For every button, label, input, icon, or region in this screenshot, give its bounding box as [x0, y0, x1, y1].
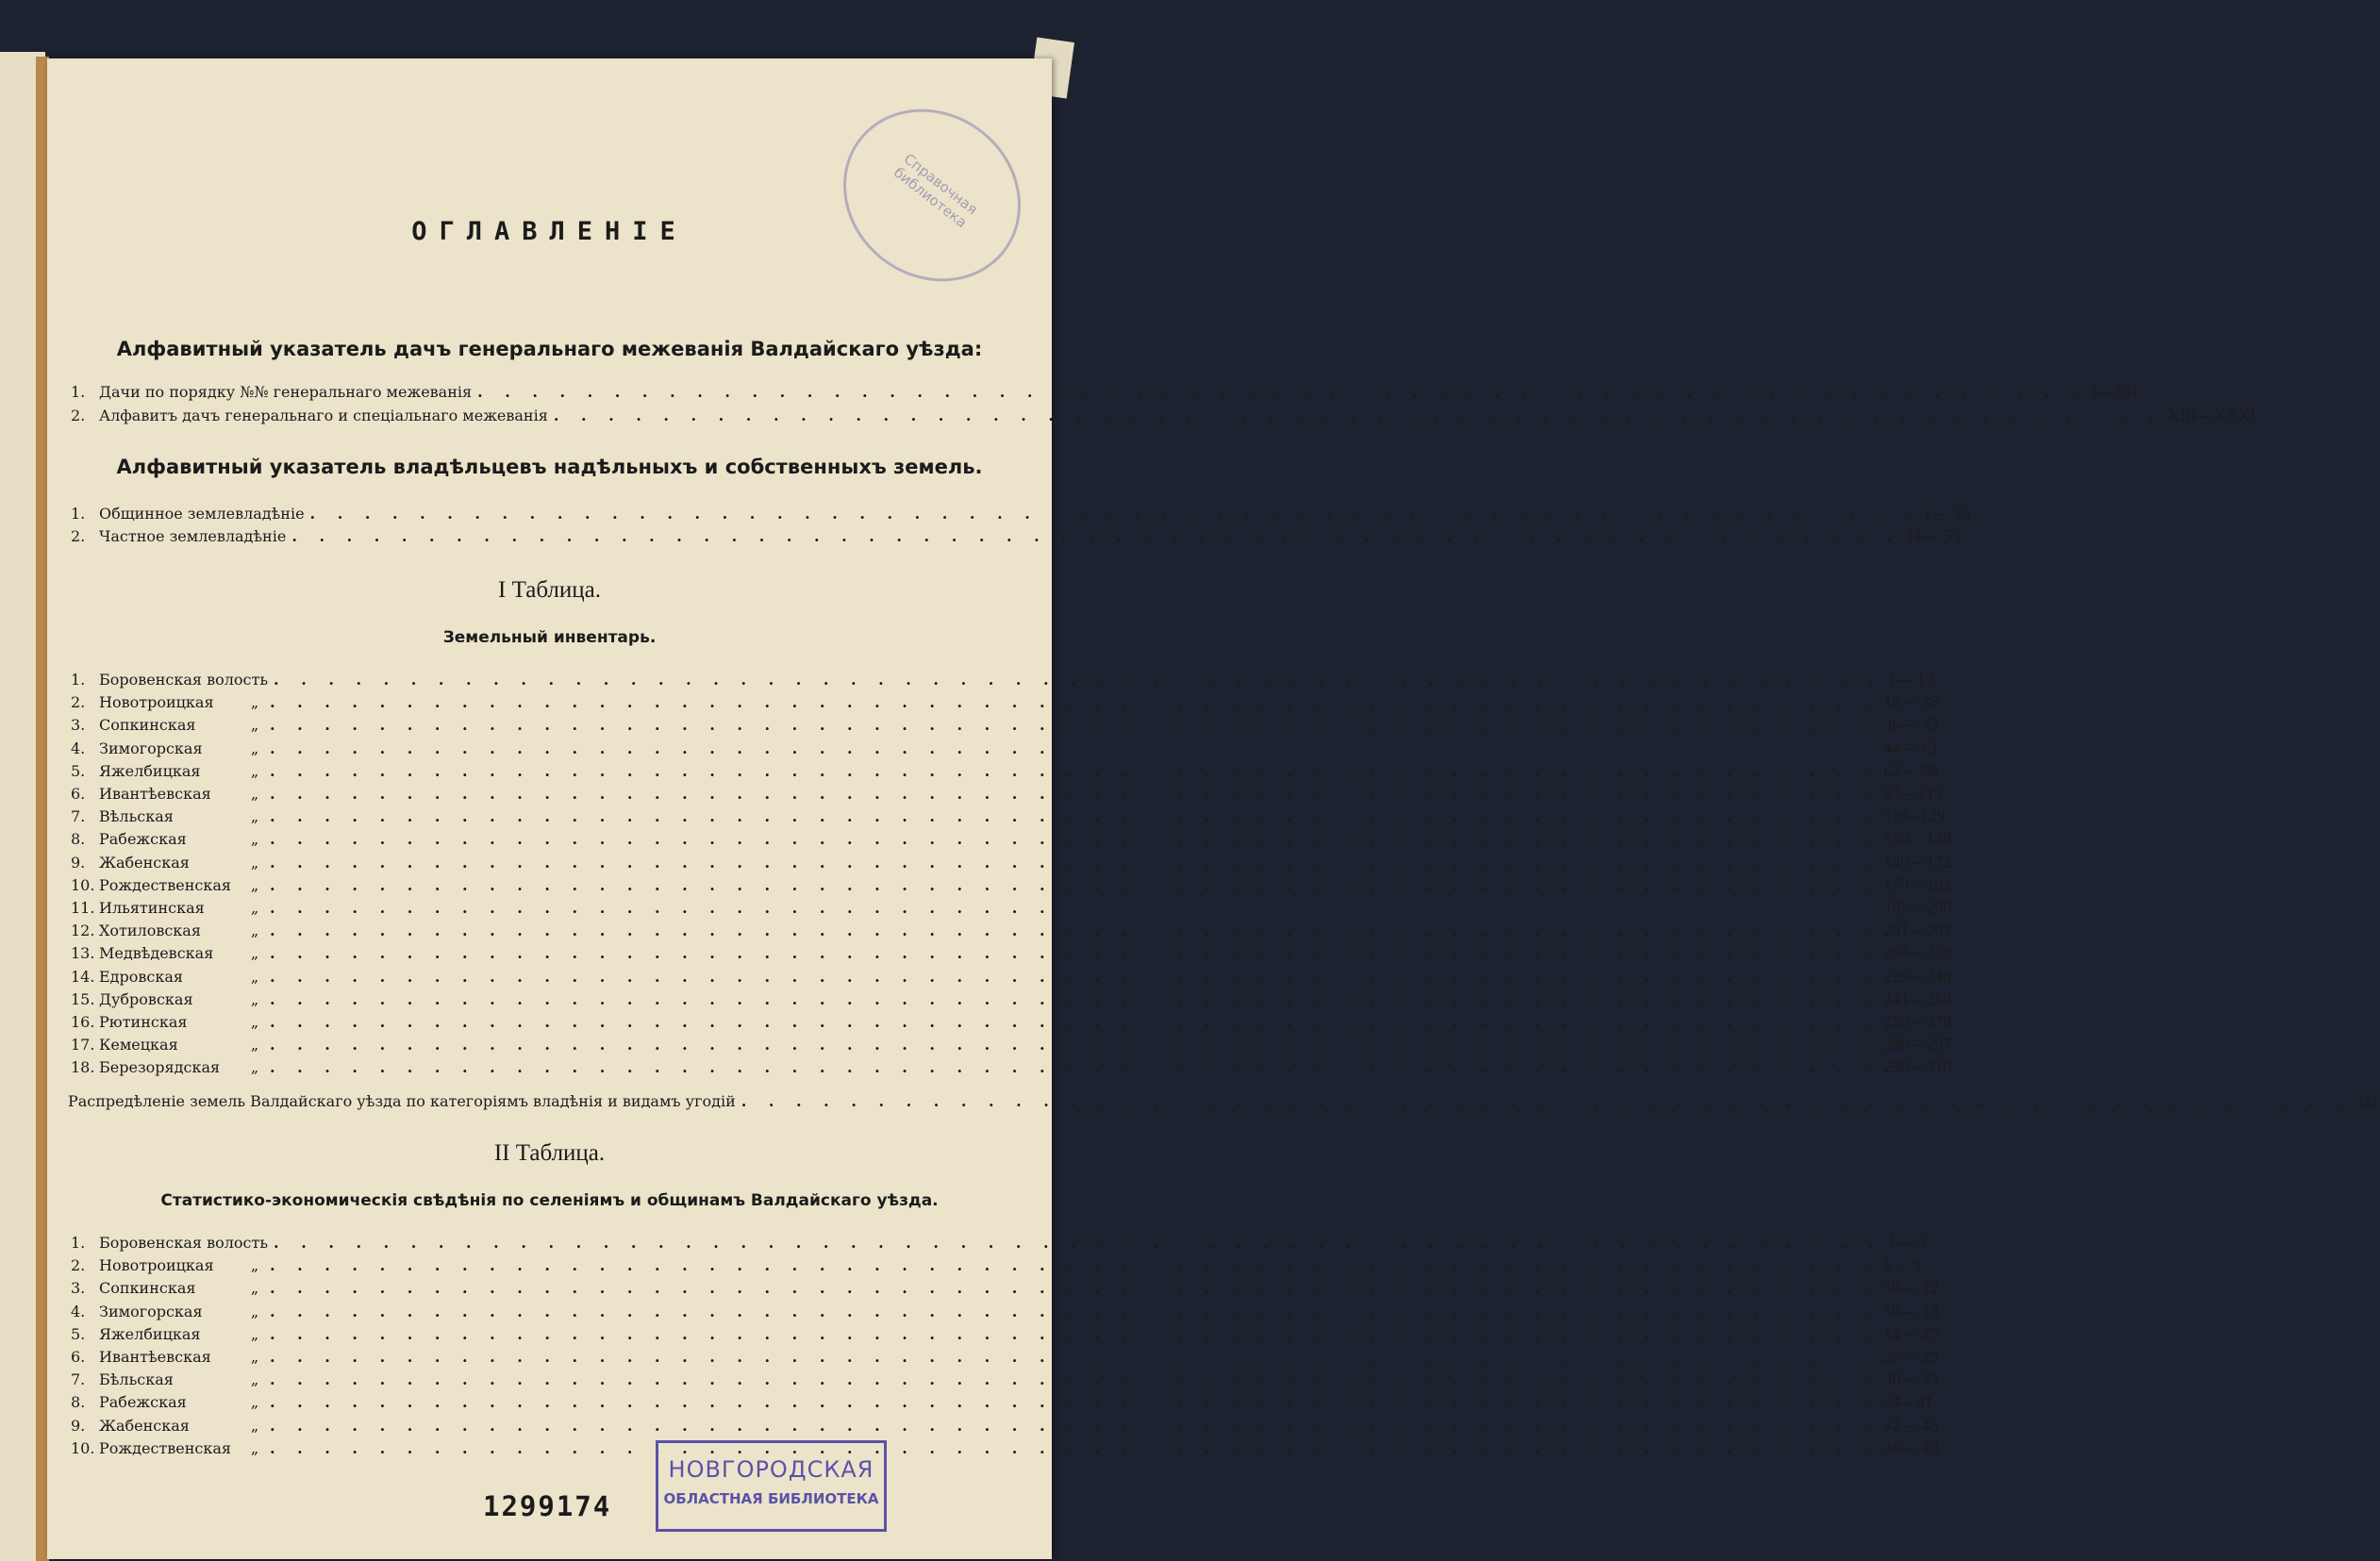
ditto-mark: „	[250, 761, 259, 780]
ditto-mark: „	[250, 1036, 259, 1055]
item-label: Ильятинская	[99, 899, 205, 917]
item-pages: 97—115	[1883, 784, 1943, 803]
toc-row	[71, 1010, 1952, 1033]
toc-row	[71, 873, 1952, 896]
item-number: 8.	[71, 830, 86, 849]
item-number: 8.	[71, 1393, 86, 1412]
item-pages: 14— 53	[1906, 526, 1961, 545]
leader-dots: . . . . . . . . . . . . . . . . . . . . . . . . . . . . . . . . . . . . . . . . . . . . . . . . . . . . . . . . . . .	[270, 1256, 1878, 1275]
leader-dots: . . . . . . . . . . . . . . . . . . . . . . . . . . . . . . . . . . . . . . . . . . . . . . . . . . . . . . . . . . .	[291, 527, 1901, 545]
section2-item	[71, 502, 1971, 524]
leader-dots: . . . . . . . . . . . . . . . . . . . . . . . . . . . . . . . . . . . . . . . . . . . . . . . . . . . . . . . . . . .	[270, 899, 1878, 917]
leader-dots: . . . . . . . . . . . . . . . . . . . . . . . . . . . . . . . . . . . . . . . . . . . . . . . . . . . . . . . . . . .	[270, 1279, 1878, 1298]
leader-dots: . . . . . . . . . . . . . . . . . . . . . . . . . . . . . . . . . . . . . . . . . . . . . . . . . . . . . . . . . . .	[270, 785, 1878, 803]
item-label: Яжелбицкая	[99, 761, 201, 780]
ditto-mark: „	[250, 1279, 259, 1298]
item-number: 7.	[71, 1370, 86, 1389]
item-number: 2.	[71, 527, 86, 545]
leader-dots: . . . . . . . . . . . . . . . . . . . . . . . . . . . . . . . . . . . . . . . . . . . . . . . . . . . . . . . . . . .	[270, 1324, 1878, 1343]
toc-row	[71, 1390, 1934, 1413]
ditto-mark: „	[250, 1348, 259, 1366]
leader-dots: . . . . . . . . . . . . . . . . . . . . . . . . . . . . . . . . . . . . . . . . . . . . . . . . . . . . . . . . . . .	[270, 944, 1878, 963]
toc-row	[71, 1368, 1939, 1390]
item-label: Яжелбицкая	[99, 1324, 201, 1343]
item-number: 18.	[71, 1058, 95, 1077]
item-pages: 36— 43	[1883, 715, 1939, 735]
item-label: Дачи по порядку №№ генеральнаго межеванія	[99, 383, 473, 401]
ditto-mark: „	[250, 1013, 259, 1031]
toc-row	[71, 1322, 1939, 1345]
leader-dots: . . . . . . . . . . . . . . . . . . . . . . . . . . . . . . . . . . . . . . . . . . . . . . . . . . . . . . . . . . .	[270, 1036, 1878, 1055]
leader-dots: . . . . . . . . . . . . . . . . . . . . . . . . . . . . . . . . . . . . . . . . . . . . . . . . . . . . . . . . . . .	[270, 875, 1878, 894]
item-number: 11.	[71, 899, 95, 917]
toc-row	[71, 1033, 1952, 1055]
inventory-number: 1299174	[483, 1490, 612, 1522]
item-label: Бѣльская	[99, 1370, 174, 1389]
item-number: 4.	[71, 739, 86, 757]
item-pages: 14— 25	[1883, 1323, 1939, 1343]
item-number: 13.	[71, 944, 95, 963]
leader-dots: . . . . . . . . . . . . . . . . . . . . . . . . . . . . . . . . . . . . . . . . . . . . . . . . . . . . . . . . . . .	[477, 383, 2086, 401]
item-pages: 30— 33	[1883, 1370, 1939, 1389]
item-number: 5.	[71, 1324, 86, 1343]
item-pages: 298—310	[1883, 1057, 1952, 1077]
ditto-mark: „	[250, 1393, 259, 1412]
item-label: Сопкинская	[99, 716, 196, 735]
toc-row	[71, 965, 1952, 988]
ditto-mark: „	[250, 739, 259, 757]
table1-heading: I Таблица.	[498, 577, 601, 603]
toc-row	[71, 782, 1943, 805]
item-label: Рабежская	[99, 1393, 187, 1412]
item-pages: 204—228	[1883, 943, 1952, 963]
item-label: Боровенская волость	[99, 1234, 269, 1252]
toc-row	[71, 988, 1952, 1010]
item-label: Алфавитъ дачъ генеральнаго и спеціальнаго межеванія	[99, 407, 548, 424]
item-pages: 44— 61	[1883, 738, 1939, 757]
item-number: 1.	[71, 1234, 86, 1252]
item-number: 1.	[71, 383, 86, 401]
leader-dots: . . . . . . . . . . . . . . . . . . . . . . . . . . . . . . . . . . . . . . . . . . . . . . . . . . . . . . . . . . .	[270, 922, 1878, 940]
leader-dots: . . . . . . . . . . . . . . . . . . . . . . . . . . . . . . . . . . . . . . . . . . . . . . . . . . . . . . . . . . .	[741, 1092, 2350, 1110]
table2-subheading: Статистико-экономическія свѣдѣнія по селеніямъ и общинамъ Валдайскаго уѣзда.	[160, 1191, 939, 1210]
rect-stamp-line2: ОБЛАСТНАЯ БИБЛИОТЕКА	[663, 1490, 879, 1507]
item-number: 7.	[71, 807, 86, 826]
item-pages: 1— 13	[1923, 504, 1971, 523]
toc-row	[71, 737, 1939, 759]
item-number: 6.	[71, 785, 86, 803]
leader-dots: . . . . . . . . . . . . . . . . . . . . . . . . . . . . . . . . . . . . . . . . . . . . . . . . . . . . . . . . . . .	[270, 1416, 1878, 1435]
ditto-mark: „	[250, 785, 259, 803]
leader-dots: . . . . . . . . . . . . . . . . . . . . . . . . . . . . . . . . . . . . . . . . . . . . . . . . . . . . . . . . . . .	[270, 693, 1878, 712]
toc-row	[71, 1055, 1952, 1078]
toc-row	[71, 1345, 1939, 1368]
item-pages: 10— 12	[1883, 1278, 1939, 1298]
ditto-mark: „	[250, 899, 259, 917]
toc-row	[71, 896, 1952, 919]
ditto-mark: „	[250, 1256, 259, 1275]
item-pages: 173—181	[1883, 874, 1952, 894]
item-number: 12.	[71, 922, 95, 940]
item-number: 4.	[71, 1302, 86, 1320]
summary-label: Распредѣленіе земель Валдайскаго уѣзда по категоріямъ владѣнія и видамъ угодій	[68, 1092, 736, 1110]
item-label: Кемецкая	[99, 1036, 178, 1055]
item-pages: 280—297	[1883, 1035, 1952, 1055]
leader-dots: . . . . . . . . . . . . . . . . . . . . . . . . . . . . . . . . . . . . . . . . . . . . . . . . . . . . . . . . . . .	[270, 1058, 1878, 1077]
item-number: 6.	[71, 1348, 86, 1366]
item-label: Боровенская волость	[99, 671, 269, 689]
ditto-mark: „	[250, 830, 259, 849]
item-pages: 201—203	[1883, 921, 1952, 940]
item-pages: 241—258	[1883, 988, 1952, 1008]
item-label: Дубровская	[99, 989, 193, 1008]
toc-row	[71, 941, 1952, 964]
item-label: Рабежская	[99, 830, 187, 849]
item-number: 10.	[71, 1438, 95, 1457]
toc-row	[71, 668, 1935, 690]
item-pages: 6— 9	[1883, 1255, 1922, 1275]
toc-row	[71, 1414, 1939, 1436]
toc-row	[71, 690, 1939, 713]
item-label: Хотиловская	[99, 922, 201, 940]
toc-row	[71, 1276, 1939, 1299]
item-number: 2.	[71, 407, 86, 424]
item-pages: 259—279	[1883, 1012, 1952, 1031]
item-label: Новотроицкая	[99, 693, 214, 712]
item-label: Зимогорская	[99, 1302, 203, 1320]
item-label: Рождественская	[99, 875, 231, 894]
item-label: Общинное землевладѣніе	[99, 505, 305, 523]
toc-row	[71, 805, 1946, 827]
item-number: 2.	[71, 693, 86, 712]
ditto-mark: „	[250, 1438, 259, 1457]
item-number: 9.	[71, 853, 86, 872]
item-pages: 18— 35	[1883, 692, 1939, 712]
leader-dots: . . . . . . . . . . . . . . . . . . . . . . . . . . . . . . . . . . . . . . . . . . . . . . . . . . . . . . . . . . .	[270, 1393, 1878, 1412]
section2-heading: Алфавитный указатель владѣльцевъ надѣльныхъ и собственныхъ земель.	[116, 456, 983, 478]
document-page	[47, 58, 2380, 1559]
toc-row	[71, 919, 1952, 941]
item-label: Жабенская	[99, 853, 190, 872]
leader-dots: . . . . . . . . . . . . . . . . . . . . . . . . . . . . . . . . . . . . . . . . . . . . . . . . . . . . . . . . . . .	[270, 1438, 1878, 1457]
item-number: 10.	[71, 875, 95, 894]
item-pages: 34-- 41	[1883, 1392, 1934, 1412]
ditto-mark: „	[250, 989, 259, 1008]
section2-item	[71, 524, 1961, 547]
item-number: 17.	[71, 1036, 95, 1055]
table1-subheading: Земельный инвентарь.	[442, 628, 657, 647]
item-pages: 116--129	[1883, 806, 1946, 826]
item-label: Сопкинская	[99, 1279, 196, 1298]
toc-row	[71, 713, 1939, 736]
leader-dots: . . . . . . . . . . . . . . . . . . . . . . . . . . . . . . . . . . . . . . . . . . . . . . . . . . . . . . . . . . .	[270, 1348, 1878, 1366]
item-pages: 149—172	[1883, 852, 1952, 872]
round-stamp-text: Справочная библиотека	[890, 150, 981, 232]
leader-dots: . . . . . . . . . . . . . . . . . . . . . . . . . . . . . . . . . . . . . . . . . . . . . . . . . . . . . . . . . . .	[309, 505, 1919, 523]
section1-heading: Алфавитный указатель дачъ генеральнаго межеванія Валдайскаго уѣзда:	[116, 338, 983, 360]
ditto-mark: „	[250, 693, 259, 712]
leader-dots: . . . . . . . . . . . . . . . . . . . . . . . . . . . . . . . . . . . . . . . . . . . . . . . . . . . . . . . . . . .	[270, 1013, 1878, 1031]
ditto-mark: „	[250, 853, 259, 872]
toc-row	[71, 1300, 1939, 1322]
leader-dots: . . . . . . . . . . . . . . . . . . . . . . . . . . . . . . . . . . . . . . . . . . . . . . . . . . . . . . . . . . .	[270, 761, 1878, 780]
item-label: Зимогорская	[99, 739, 203, 757]
item-number: 1.	[71, 505, 86, 523]
toc-row	[71, 851, 1952, 873]
leader-dots: . . . . . . . . . . . . . . . . . . . . . . . . . . . . . . . . . . . . . . . . . . . . . . . . . . . . . . . . . . .	[270, 989, 1878, 1008]
item-number: 1.	[71, 671, 86, 689]
ditto-mark: „	[250, 944, 259, 963]
item-label: Новотроицкая	[99, 1256, 214, 1275]
item-number: 3.	[71, 1279, 86, 1298]
item-pages: 62— 96	[1883, 760, 1939, 780]
item-label: Ивантѣевская	[99, 785, 211, 803]
item-label: Едровская	[99, 967, 184, 986]
leader-dots: . . . . . . . . . . . . . . . . . . . . . . . . . . . . . . . . . . . . . . . . . . . . . . . . . . . . . . . . . . .	[274, 1234, 1882, 1252]
rect-stamp-line1: НОВГОРОДСКАЯ	[668, 1456, 874, 1483]
leader-dots: . . . . . . . . . . . . . . . . . . . . . . . . . . . . . . . . . . . . . . . . . . . . . . . . . . . . . . . . . . .	[270, 830, 1878, 849]
item-pages: 229—240	[1883, 966, 1952, 986]
leader-dots: . . . . . . . . . . . . . . . . . . . . . . . . . . . . . . . . . . . . . . . . . . . . . . . . . . . . . . . . . . .	[270, 807, 1878, 826]
ditto-mark: „	[250, 875, 259, 894]
leader-dots: . . . . . . . . . . . . . . . . . . . . . . . . . . . . . . . . . . . . . . . . . . . . . . . . . . . . . . . . . . .	[553, 407, 2162, 424]
summary-pages: 311	[2355, 1091, 2380, 1110]
item-number: 5.	[71, 761, 86, 780]
page-title: ОГЛАВЛЕНІЕ	[411, 217, 688, 246]
ditto-mark: „	[250, 1324, 259, 1343]
ditto-mark: „	[250, 967, 259, 986]
item-pages: I—XII.	[2090, 382, 2142, 401]
item-pages: 26— 29	[1883, 1347, 1939, 1366]
item-number: 3.	[71, 716, 86, 735]
item-label: Рождественская	[99, 1438, 231, 1457]
item-pages: XIII—XXXI.	[2167, 406, 2261, 424]
item-label: Медвѣдевская	[99, 944, 214, 963]
section1-item	[71, 404, 2261, 426]
item-number: 14.	[71, 967, 95, 986]
leader-dots: . . . . . . . . . . . . . . . . . . . . . . . . . . . . . . . . . . . . . . . . . . . . . . . . . . . . . . . . . . .	[274, 671, 1882, 689]
item-label: Жабенская	[99, 1416, 190, 1435]
leader-dots: . . . . . . . . . . . . . . . . . . . . . . . . . . . . . . . . . . . . . . . . . . . . . . . . . . . . . . . . . . .	[270, 1302, 1878, 1320]
ditto-mark: „	[250, 1370, 259, 1389]
item-label: Вѣльская	[99, 807, 174, 826]
item-label: Рютинская	[99, 1013, 188, 1031]
toc-row	[71, 1254, 1922, 1276]
leader-dots: . . . . . . . . . . . . . . . . . . . . . . . . . . . . . . . . . . . . . . . . . . . . . . . . . . . . . . . . . . .	[270, 853, 1878, 872]
leader-dots: . . . . . . . . . . . . . . . . . . . . . . . . . . . . . . . . . . . . . . . . . . . . . . . . . . . . . . . . . . .	[270, 716, 1878, 735]
toc-row	[71, 827, 1952, 850]
ditto-mark: „	[250, 1416, 259, 1435]
item-pages: 1— 17	[1887, 670, 1935, 689]
leader-dots: . . . . . . . . . . . . . . . . . . . . . . . . . . . . . . . . . . . . . . . . . . . . . . . . . . . . . . . . . . .	[270, 1370, 1878, 1389]
item-pages: 182—200	[1883, 898, 1952, 917]
table1-summary	[68, 1089, 2380, 1112]
item-label: Ивантѣевская	[99, 1348, 211, 1366]
item-label: Частное землевладѣніе	[99, 527, 287, 545]
item-pages: 1— 5	[1887, 1233, 1926, 1252]
item-pages: 10— 13	[1883, 1301, 1939, 1320]
ditto-mark: „	[250, 1302, 259, 1320]
item-pages: 46— 49	[1883, 1437, 1939, 1457]
item-number: 16.	[71, 1013, 95, 1031]
item-label: Березорядская	[99, 1058, 221, 1077]
item-number: 15.	[71, 989, 95, 1008]
ditto-mark: „	[250, 922, 259, 940]
item-pages: 42— 45	[1883, 1415, 1939, 1435]
ditto-mark: „	[250, 807, 259, 826]
library-round-stamp	[808, 74, 1056, 317]
leader-dots: . . . . . . . . . . . . . . . . . . . . . . . . . . . . . . . . . . . . . . . . . . . . . . . . . . . . . . . . . . .	[270, 739, 1878, 757]
item-pages: 130—148	[1883, 829, 1952, 849]
item-number: 9.	[71, 1416, 86, 1435]
table2-heading: II Таблица.	[493, 1140, 606, 1166]
leader-dots: . . . . . . . . . . . . . . . . . . . . . . . . . . . . . . . . . . . . . . . . . . . . . . . . . . . . . . . . . . .	[270, 967, 1878, 986]
item-number: 2.	[71, 1256, 86, 1275]
ditto-mark: „	[250, 716, 259, 735]
toc-row	[71, 759, 1939, 782]
ditto-mark: „	[250, 1058, 259, 1077]
section1-item	[71, 380, 2142, 403]
toc-row	[71, 1231, 1926, 1254]
library-rect-stamp	[656, 1440, 887, 1532]
